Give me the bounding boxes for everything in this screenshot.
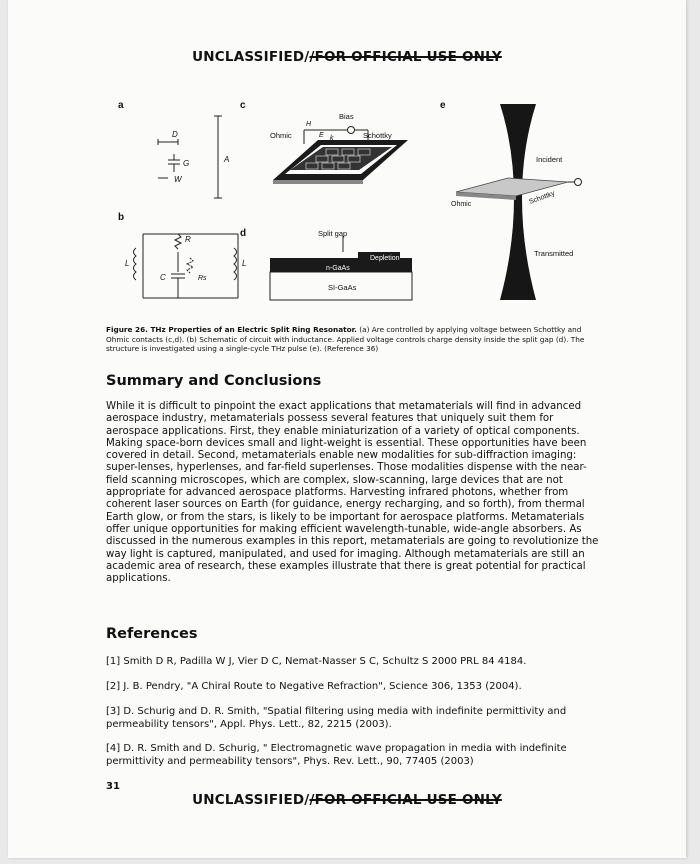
panel-a-label-g: G <box>183 159 190 168</box>
reference-item-2: [2] J. B. Pendry, "A Chiral Route to Negative Refraction", Science 306, 1353 (2004). <box>106 681 522 692</box>
panel-e-label-incident: Incident <box>536 155 563 164</box>
panel-e-beam <box>456 104 582 300</box>
panel-letter-d: d <box>240 228 247 239</box>
panel-c-label-schottky: Schottky <box>363 131 392 140</box>
panel-c-label-e: E <box>319 132 324 139</box>
classification-strikethrough: /FOR OFFICIAL USE ONLY <box>309 792 502 808</box>
classification-header <box>8 49 686 65</box>
summary-paragraph: While it is difficult to pinpoint the exact applications that metamaterials will find in advanced aerospace industry, metamaterials possess several features that uniquely suit them for aerospace applications. First, they enable miniaturization of a variety of optical components. Making space-born devices small and light-weight is essential. These opportunities have been covered in detail. Second, metamaterials enable new modalities for sub-diffraction imaging: super-lenses, hyperlenses, and far-field superlenses. Those modalities dispense with the near-field scanning microscopes, which are complex, slow-scanning, large devices that are not appropriate for advanced aerospace platforms. Harvesting infrared photons, whether from coherent laser sources on Earth (for guidance, energy recharging, and so forth), from thermal Earth glow, or from the stars, is likely to be important for aerospace platforms. Metamaterials offer unique opportunities for making efficient wavelength-tunable, wide-angle absorbers. As discussed in the numerous examples in this report, metamaterials are going to revolutionize the way light is captured, manipulated, and used for imaging. Although metamaterials are still an academic area of research, these examples illustrate that there is great potential for practical applications. <box>106 401 599 585</box>
panel-c-label-bias: Bias <box>339 112 354 121</box>
section-heading-references: References <box>106 626 198 642</box>
figure-caption <box>106 325 606 354</box>
caption-label: Figure 26. THz Properties of an Electric Split Ring Resonator. <box>106 325 357 334</box>
panel-b-label-l-right: L <box>242 259 247 268</box>
panel-b-label-r: R <box>185 235 191 244</box>
panel-d-label-ngaas: n-GaAs <box>326 265 350 272</box>
panel-c-label-k: k <box>330 135 334 142</box>
panel-a-label-d: D <box>172 130 178 139</box>
panel-letter-b: b <box>118 212 125 223</box>
panel-b-label-l-left: L <box>125 259 130 268</box>
panel-b-label-rs: Rs <box>198 275 207 282</box>
caption-text: (a) Are controlled by applying voltage between Schottky and Ohmic contacts (c,d). (b) Schematic of circuit with inductance. Applied voltage controls charge density inside the split gap (d). The structure is investigated using a single-cycle THz pulse (e). (Reference 36) <box>106 325 585 354</box>
document-page <box>8 0 686 858</box>
panel-letter-c: c <box>240 100 246 111</box>
section-heading-summary: Summary and Conclusions <box>106 373 322 389</box>
classification-footer <box>8 792 686 808</box>
panel-b-label-c: C <box>160 273 166 282</box>
panel-a-label-w: W <box>174 175 182 184</box>
panel-letter-e: e <box>440 100 446 111</box>
panel-a-label-a: A <box>224 155 230 164</box>
reference-item-3: [3] D. Schurig and D. R. Smith, "Spatial filtering using media with indefinite permittivity and permeability tensors", Appl. Phys. Lett., 82, 2215 (2003). <box>106 706 567 730</box>
reference-item-1: [1] Smith D R, Padilla W J, Vier D C, Nemat-Nasser S C, Schultz S 2000 PRL 84 4184. <box>106 656 527 667</box>
panel-d-label-depletion: Depletion <box>370 255 400 262</box>
panel-a-diagram <box>158 116 222 198</box>
figure-26 <box>8 88 686 318</box>
reference-item-4: [4] D. R. Smith and D. Schurig, " Electromagnetic wave propagation in media with indefinite permittivity and permeability tensors", Phys. Rev. Lett., 90, 77405 (2003) <box>106 743 567 767</box>
panel-e-label-ohmic: Ohmic <box>451 201 472 208</box>
panel-d-label-split-gap: Split gap <box>318 229 348 238</box>
panel-c-label-h: H <box>306 121 312 128</box>
panel-letter-a: a <box>118 100 124 111</box>
page-number: 31 <box>106 781 120 792</box>
panel-c-label-ohmic: Ohmic <box>270 131 292 140</box>
classification-strikethrough: /FOR OFFICIAL USE ONLY <box>309 49 502 65</box>
classification-label: UNCLASSIFIED/ <box>192 49 310 65</box>
panel-e-label-transmitted: Transmitted <box>534 249 574 258</box>
panel-d-label-sigaas: SI-GaAs <box>328 283 357 292</box>
panel-e-label-schottky: Schottky <box>528 190 556 206</box>
classification-label: UNCLASSIFIED/ <box>192 792 310 808</box>
